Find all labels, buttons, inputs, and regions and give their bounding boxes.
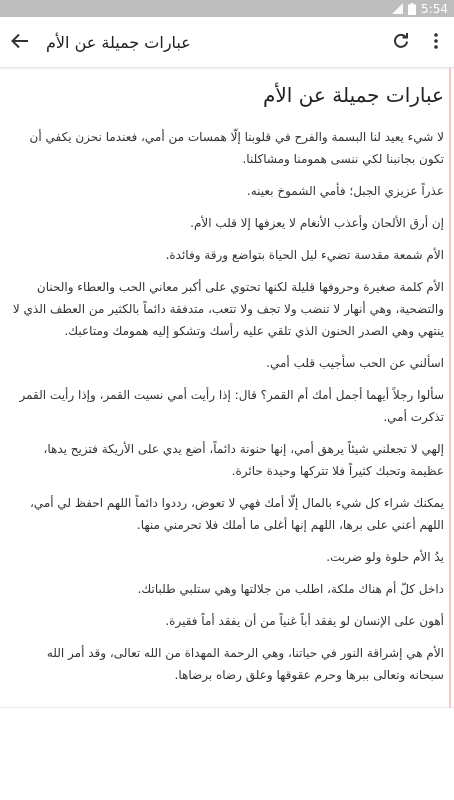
article-paragraph: يمكنك شراء كل شيء بالمال إلّا أمك فهي لا تعوض، رددوا دائماً اللهم احفظ لي أمي، اللهم أعني على برها، اللهم إنها أغلى ما أملك فلا تحرمني منها. (29, 496, 444, 532)
article-paragraph: الأم هي إشراقة النور في حياتنا، وهي الرحمة المهداة من الله تعالى، وقد أمر الله سبحانه وتعالى ببرها وحرم عقوقها وعلق رضاه برضاها. (46, 646, 444, 682)
article-paragraph: الأم شمعة مقدسة تضيء ليل الحياة بتواضع ورقة وفائدة. (165, 248, 444, 262)
arrow-left-icon (11, 33, 29, 53)
article-paragraph: لا شيء يعيد لنا البسمة والفرح في قلوبنا إلّا همسات من أمي، فعندما نحزن يكفي أن تكون بجانبنا لكي ننسى همومنا ومشاكلنا. (29, 130, 444, 166)
article-paragraph: اسألني عن الحب سأجيب قلب أمي. (266, 356, 444, 370)
article-paragraph: أهون على الإنسان لو يفقد أباً غنياً من أن يفقد أماً فقيرة. (165, 614, 444, 628)
back-button[interactable] (2, 17, 38, 68)
article-content[interactable] (0, 68, 454, 708)
battery-icon (408, 3, 416, 15)
app-bar (0, 17, 454, 68)
status-bar (0, 0, 454, 17)
article-paragraph: إن أرق الألحان وأعذب الأنغام لا يعزفها إلا قلب الأم. (190, 216, 444, 230)
signal-icon (392, 3, 403, 14)
more-options-button[interactable] (418, 17, 454, 68)
article-paragraph: داخل كلّ أم هناك ملكة، اطلب من جلالتها وهي ستلبي طلباتك. (137, 582, 444, 596)
article-paragraph: يدُ الأم حلوة ولو ضربت. (326, 550, 444, 564)
article (0, 68, 454, 686)
article-paragraph: عذراً عزيزي الجبل؛ فأمي الشموخ بعينه. (246, 184, 444, 198)
article-paragraph: إلهي لا تجعلني شيئاً يرهق أمي، إنها حنونة دائماً، أضع يدي على الأريكة فتزيح يدها، عظيمة وتحبك كثيراً فلا تتركها وحيدة حائرة. (43, 442, 444, 478)
refresh-icon (393, 33, 409, 53)
scroll-indicator (449, 68, 451, 708)
article-paragraph: سألوا رجلاً أيهما أجمل أمك أم القمر؟ قال: إذا رأيت أمي نسيت القمر، وإذا رأيت القمر تذكرت أمي. (19, 388, 444, 424)
toolbar-title: عبارات جميلة عن الأم (46, 33, 191, 52)
more-vertical-icon (434, 33, 438, 53)
article-heading: عبارات جميلة عن الأم (263, 83, 444, 107)
status-time: 5:54 (421, 1, 448, 16)
refresh-button[interactable] (383, 17, 419, 68)
article-paragraph: الأم كلمة صغيرة وحروفها قليلة لكنها تحتوي على أكبر معاني الحب والعطاء والحنان والتضحية، وهي أنهار لا تنضب ولا تجف ولا تتعب، متدفقة دائماً بالكثير من العطف الذي لا ينتهي وهي الصدر الحنون الذي تلقي عليه رأسك وتشكو إليه همومك ومتاعبك. (12, 280, 444, 338)
